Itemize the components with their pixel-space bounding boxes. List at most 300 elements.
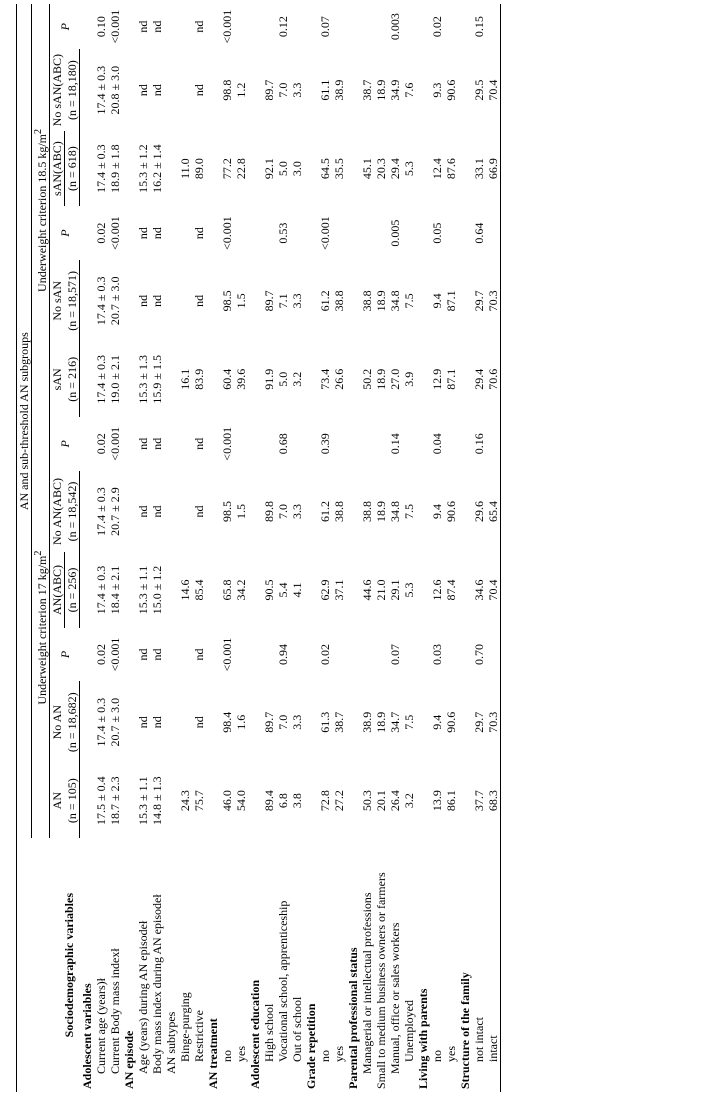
column-n: (n = 105) bbox=[65, 763, 80, 838]
table-cell bbox=[206, 763, 220, 838]
table-cell: 9.4 bbox=[429, 504, 444, 520]
column-n: (n = 18,542) bbox=[65, 471, 80, 553]
table-cell: 29.7 bbox=[471, 711, 486, 733]
table-cell: 70.4 bbox=[486, 49, 501, 131]
table-cell: 38.9 bbox=[359, 711, 374, 733]
table-cell bbox=[80, 763, 94, 838]
table-row bbox=[94, 4, 108, 1092]
table-cell bbox=[444, 4, 458, 49]
table-cell bbox=[122, 131, 136, 206]
table-cell bbox=[206, 260, 220, 342]
table-cell bbox=[360, 417, 374, 471]
table-cell bbox=[304, 206, 318, 260]
table-cell: 38.8 bbox=[331, 501, 346, 523]
table-cell: nd bbox=[135, 437, 150, 450]
column-n: (n = 18,571) bbox=[65, 260, 80, 342]
table-cell: nd bbox=[191, 716, 206, 729]
table-cell: 7.5 bbox=[401, 293, 416, 309]
table-cell: 0.03 bbox=[429, 643, 444, 665]
table-cell bbox=[402, 417, 416, 471]
table-cell: 17.4 ± 0.3 bbox=[93, 144, 108, 193]
column-header: No sAN bbox=[50, 281, 65, 321]
table-cell: nd bbox=[191, 84, 206, 97]
table-cell: nd bbox=[191, 505, 206, 518]
table-cell: 15.0 ± 1.2 bbox=[149, 565, 164, 615]
table-cell bbox=[304, 4, 318, 49]
table-row bbox=[360, 4, 374, 1092]
column-n: (n = 18,682) bbox=[65, 681, 80, 763]
table-cell: 0.10 bbox=[93, 16, 108, 38]
table-cell: <0.001 bbox=[219, 637, 234, 672]
table-cell: nd bbox=[149, 294, 164, 307]
table-cell: 17.4 ± 0.3 bbox=[93, 65, 108, 115]
table-cell: 70.3 bbox=[486, 681, 501, 763]
table-cell bbox=[80, 471, 94, 553]
section-row bbox=[122, 4, 136, 1092]
table-cell: nd bbox=[149, 437, 164, 450]
table-cell: 15.3 ± 1.2 bbox=[135, 144, 150, 193]
table-cell: 0.02 bbox=[429, 16, 444, 38]
row-label: High school bbox=[261, 1003, 276, 1062]
row-label: not intact bbox=[471, 1017, 486, 1062]
table-cell: 17.4 ± 0.3 bbox=[93, 565, 108, 615]
row-label: intact bbox=[486, 838, 501, 1092]
table-cell: 7.5 bbox=[401, 714, 416, 730]
table-cell: 15.9 ± 1.5 bbox=[149, 355, 164, 404]
section-row bbox=[80, 4, 94, 1092]
table-cell bbox=[444, 417, 458, 471]
table-cell: 0.39 bbox=[317, 433, 332, 455]
table-cell: nd bbox=[135, 227, 150, 240]
table-cell: 54.0 bbox=[233, 790, 248, 812]
row-label: Binge-purging bbox=[177, 992, 192, 1062]
table-cell: 39.6 bbox=[233, 368, 248, 390]
table-cell bbox=[164, 681, 178, 763]
table-cell: 38.7 bbox=[331, 711, 346, 733]
table-cell: 7.1 bbox=[275, 293, 290, 309]
table-cell: 12.9 bbox=[429, 368, 444, 390]
table-cell bbox=[346, 49, 360, 131]
table-cell: 7.0 bbox=[275, 714, 290, 730]
table-cell: nd bbox=[191, 20, 206, 33]
table-cell bbox=[234, 4, 248, 49]
table-cell bbox=[234, 206, 248, 260]
table-cell: 46.0 bbox=[219, 790, 234, 812]
table-cell: 0.02 bbox=[317, 643, 332, 665]
table-cell: 5.3 bbox=[401, 161, 416, 177]
table-cell bbox=[122, 260, 136, 342]
table-cell bbox=[346, 131, 360, 206]
row-label: Body mass index during AN episodeł bbox=[149, 894, 164, 1074]
table-cell bbox=[332, 417, 346, 471]
table-cell bbox=[80, 206, 94, 260]
table-cell: <0.001 bbox=[219, 426, 234, 461]
table-cell bbox=[304, 628, 318, 682]
table-cell: 12.6 bbox=[429, 579, 444, 601]
table-cell: 18.9 ± 1.8 bbox=[107, 144, 122, 193]
table-cell bbox=[374, 4, 388, 49]
table-cell bbox=[122, 628, 136, 682]
row-label: AN episode bbox=[121, 1030, 136, 1089]
table-cell bbox=[416, 471, 430, 553]
table-cell: 0.04 bbox=[429, 433, 444, 455]
table-cell: 0.14 bbox=[387, 433, 402, 455]
table-cell bbox=[248, 260, 262, 342]
table-cell: 3.3 bbox=[289, 504, 304, 520]
table-cell: 18.7 ± 2.3 bbox=[107, 776, 122, 825]
section-row bbox=[304, 4, 318, 1092]
table-row bbox=[220, 4, 234, 1092]
group-header: AN and sub-threshold AN subgroups bbox=[17, 4, 32, 838]
table-row bbox=[108, 4, 122, 1092]
table-cell bbox=[206, 4, 220, 49]
table-cell bbox=[164, 471, 178, 553]
table-cell: 34.8 bbox=[387, 501, 402, 523]
table-cell bbox=[122, 763, 136, 838]
table-cell bbox=[80, 628, 94, 682]
row-label: Adolescent variables bbox=[79, 983, 94, 1089]
table-cell bbox=[346, 260, 360, 342]
row-label: yes bbox=[443, 1046, 458, 1062]
table-cell: 29.7 bbox=[471, 290, 486, 312]
table-cell: 38.8 bbox=[331, 290, 346, 312]
table-cell: 29.4 bbox=[387, 158, 402, 180]
table-cell bbox=[262, 4, 276, 49]
section-row bbox=[346, 4, 360, 1092]
table-cell: 64.5 bbox=[317, 158, 332, 180]
table-cell bbox=[164, 628, 178, 682]
table-cell: nd bbox=[135, 20, 150, 33]
section-row bbox=[458, 4, 472, 1092]
table-cell: 38.8 bbox=[359, 501, 374, 523]
table-cell: 11.0 bbox=[177, 158, 192, 179]
row-label: no bbox=[219, 1050, 234, 1062]
column-header: sAN(ABC) bbox=[50, 131, 65, 206]
table-cell: 0.53 bbox=[275, 222, 290, 244]
table-row bbox=[388, 4, 402, 1092]
table-cell bbox=[248, 763, 262, 838]
table-cell bbox=[416, 628, 430, 682]
table-row bbox=[402, 4, 416, 1092]
table-cell bbox=[304, 260, 318, 342]
table-row bbox=[472, 4, 486, 1092]
table-cell: 0.16 bbox=[471, 433, 486, 455]
table-cell bbox=[206, 206, 220, 260]
table-cell bbox=[178, 681, 192, 763]
table-cell bbox=[332, 4, 346, 49]
table-cell: 87.1 bbox=[443, 290, 458, 312]
table-cell bbox=[178, 206, 192, 260]
table-cell: 34.2 bbox=[233, 579, 248, 601]
table-cell bbox=[458, 763, 472, 838]
table-cell: 90.6 bbox=[443, 501, 458, 523]
table-cell: 33.1 bbox=[471, 158, 486, 180]
table-cell bbox=[346, 206, 360, 260]
table-cell: 5.3 bbox=[401, 582, 416, 598]
table-cell bbox=[458, 417, 472, 471]
table-cell: 38.8 bbox=[359, 290, 374, 312]
row-label: no bbox=[429, 1050, 444, 1062]
table-cell bbox=[346, 628, 360, 682]
table-cell: 45.1 bbox=[359, 158, 374, 180]
table-cell: 34.9 bbox=[387, 79, 402, 101]
table-cell: <0.001 bbox=[219, 9, 234, 44]
table-cell: nd bbox=[135, 648, 150, 661]
table-cell: 90.6 bbox=[443, 79, 458, 101]
row-label: Parental professional status bbox=[345, 947, 360, 1089]
table-cell: 86.1 bbox=[443, 790, 458, 812]
table-cell bbox=[346, 417, 360, 471]
column-n: (n = 256) bbox=[65, 552, 80, 627]
table-cell: 87.6 bbox=[443, 158, 458, 180]
row-label: Vocational school, apprenticeship bbox=[275, 900, 290, 1062]
table-cell: nd bbox=[191, 648, 206, 661]
row-label: Adolescent education bbox=[247, 980, 262, 1089]
row-label: Structure of the family bbox=[457, 972, 472, 1089]
table-cell bbox=[346, 471, 360, 553]
table-cell bbox=[486, 4, 501, 49]
table-cell: nd bbox=[135, 505, 150, 518]
table-row bbox=[430, 4, 444, 1092]
table-cell bbox=[178, 4, 192, 49]
table-cell: 98.5 bbox=[219, 501, 234, 523]
criterion-17-header: Underweight criterion 17 $kg/m^2$ bbox=[32, 417, 50, 838]
table-cell: 20.7 ± 3.0 bbox=[107, 697, 122, 747]
table-cell bbox=[80, 260, 94, 342]
table-cell: 3.8 bbox=[289, 793, 304, 809]
table-cell: 89.7 bbox=[261, 711, 276, 733]
table-cell: 0.12 bbox=[275, 16, 290, 38]
table-cell: <0.001 bbox=[317, 216, 332, 250]
column-header: sAN bbox=[50, 368, 65, 391]
table-cell bbox=[304, 763, 318, 838]
table-cell bbox=[486, 206, 501, 260]
table-cell bbox=[304, 342, 318, 417]
table-cell: 0.02 bbox=[93, 643, 108, 665]
table-cell bbox=[122, 206, 136, 260]
table-cell: <0.001 bbox=[219, 216, 234, 250]
table-cell bbox=[164, 131, 178, 206]
table-cell bbox=[206, 681, 220, 763]
table-cell: 60.4 bbox=[219, 368, 234, 390]
table-cell bbox=[290, 417, 304, 471]
table-cell: 1.6 bbox=[233, 714, 248, 730]
table-cell: 17.4 ± 0.3 bbox=[93, 276, 108, 326]
table-cell: 77.2 bbox=[219, 158, 234, 180]
table-cell: 29.4 bbox=[471, 368, 486, 390]
table-cell: 21.0 bbox=[373, 579, 388, 601]
table-cell bbox=[122, 681, 136, 763]
table-cell: nd bbox=[135, 84, 150, 97]
table-row bbox=[290, 4, 304, 1092]
table-cell bbox=[304, 681, 318, 763]
table-cell bbox=[290, 206, 304, 260]
table-cell: 50.2 bbox=[359, 368, 374, 390]
table-cell: 24.3 bbox=[177, 790, 192, 812]
table-cell bbox=[416, 49, 430, 131]
table-cell: 89.8 bbox=[261, 501, 276, 523]
table-cell: 68.3 bbox=[486, 763, 501, 838]
table-cell: nd bbox=[149, 227, 164, 240]
row-label: yes bbox=[233, 1046, 248, 1062]
table-cell bbox=[164, 49, 178, 131]
table-row bbox=[164, 4, 178, 1092]
table-cell: <0.001 bbox=[107, 9, 122, 44]
table-cell bbox=[248, 49, 262, 131]
table-cell: 70.3 bbox=[486, 260, 501, 342]
table-cell bbox=[332, 628, 346, 682]
table-cell: <0.001 bbox=[107, 637, 122, 672]
table-cell bbox=[304, 417, 318, 471]
table-cell bbox=[80, 681, 94, 763]
table-cell bbox=[346, 552, 360, 627]
table-cell: 16.2 ± 1.4 bbox=[149, 144, 164, 193]
table-cell bbox=[458, 49, 472, 131]
table-cell: 3.3 bbox=[289, 82, 304, 98]
table-cell bbox=[416, 206, 430, 260]
table-cell bbox=[402, 4, 416, 49]
table-cell: 0.05 bbox=[429, 222, 444, 244]
table-cell: 61.2 bbox=[317, 290, 332, 312]
table-cell bbox=[248, 4, 262, 49]
table-cell bbox=[262, 206, 276, 260]
table-cell: 66.9 bbox=[486, 131, 501, 206]
table-cell: 1.2 bbox=[233, 82, 248, 98]
table-cell: 27.2 bbox=[331, 790, 346, 812]
table-cell: 65.8 bbox=[219, 579, 234, 601]
table-cell: 34.7 bbox=[387, 711, 402, 733]
table-cell: 70.6 bbox=[486, 342, 501, 417]
table-row bbox=[192, 4, 206, 1092]
table-cell bbox=[360, 206, 374, 260]
table-row bbox=[178, 4, 192, 1092]
table-cell bbox=[304, 552, 318, 627]
table-cell: 9.4 bbox=[429, 293, 444, 309]
table-cell: 0.02 bbox=[93, 433, 108, 455]
table-cell: 0.005 bbox=[387, 219, 402, 247]
table-cell bbox=[248, 552, 262, 627]
table-cell: 50.3 bbox=[359, 790, 374, 812]
section-row bbox=[206, 4, 220, 1092]
table-cell: 35.5 bbox=[331, 158, 346, 180]
row-label: Current age (years)ł bbox=[93, 978, 108, 1074]
table-cell bbox=[178, 628, 192, 682]
row-label: Small to medium business owners or farmers bbox=[373, 872, 388, 1089]
table-cell: 0.15 bbox=[471, 16, 486, 38]
table-cell bbox=[206, 49, 220, 131]
table-cell bbox=[122, 417, 136, 471]
table-cell: 87.1 bbox=[443, 368, 458, 390]
table-cell: 0.07 bbox=[387, 643, 402, 665]
column-header: P bbox=[57, 229, 72, 237]
table-row bbox=[234, 4, 248, 1092]
table-cell: nd bbox=[149, 505, 164, 518]
table-cell bbox=[304, 49, 318, 131]
table-cell: 3.3 bbox=[289, 714, 304, 730]
table-cell bbox=[248, 417, 262, 471]
table-cell bbox=[80, 131, 94, 206]
table-cell bbox=[164, 4, 178, 49]
column-header: P bbox=[57, 22, 72, 31]
table-cell: 0.94 bbox=[275, 643, 290, 665]
row-label: Restrictive bbox=[191, 1010, 206, 1062]
row-label: yes bbox=[331, 1046, 346, 1062]
column-header: AN(ABC) bbox=[50, 552, 65, 627]
column-n: (n = 18,180) bbox=[65, 49, 80, 131]
table-cell: 44.6 bbox=[359, 579, 374, 601]
table-cell: 15.3 ± 1.1 bbox=[135, 776, 150, 825]
table-cell bbox=[416, 342, 430, 417]
table-cell: 7.0 bbox=[275, 504, 290, 520]
row-label: Out of school bbox=[289, 996, 304, 1062]
table-cell: 18.9 bbox=[373, 501, 388, 523]
table-cell: 75.7 bbox=[191, 790, 206, 812]
table-cell: 0.07 bbox=[317, 16, 332, 38]
table-cell bbox=[206, 131, 220, 206]
table-cell: 14.6 bbox=[177, 579, 192, 601]
results-table bbox=[16, 4, 501, 1092]
table-cell bbox=[346, 681, 360, 763]
column-n: (n = 618) bbox=[65, 131, 80, 206]
table-cell bbox=[164, 552, 178, 627]
row-label: Living with parents bbox=[415, 988, 430, 1089]
table-cell bbox=[206, 628, 220, 682]
table-cell: 61.1 bbox=[317, 79, 332, 101]
column-header: P bbox=[57, 440, 72, 448]
table-cell: 20.3 bbox=[373, 158, 388, 180]
column-header: P bbox=[57, 650, 72, 659]
table-cell bbox=[374, 206, 388, 260]
row-label: no bbox=[317, 1050, 332, 1062]
table-cell: nd bbox=[135, 716, 150, 729]
table-cell: 6.8 bbox=[275, 793, 290, 809]
table-cell: 98.4 bbox=[219, 711, 234, 733]
table-cell bbox=[458, 681, 472, 763]
table-cell bbox=[80, 4, 94, 49]
table-cell: 14.8 ± 1.3 bbox=[149, 776, 164, 825]
table-cell bbox=[416, 417, 430, 471]
table-cell: 18.9 bbox=[373, 368, 388, 390]
table-cell: 13.9 bbox=[429, 790, 444, 812]
table-cell bbox=[122, 4, 136, 49]
table-cell: 72.8 bbox=[317, 790, 332, 812]
table-cell bbox=[122, 342, 136, 417]
table-cell bbox=[80, 552, 94, 627]
table-cell: 3.3 bbox=[289, 293, 304, 309]
row-label: AN treatment bbox=[205, 1018, 220, 1089]
table-cell: 18.9 bbox=[373, 290, 388, 312]
table-cell: 26.4 bbox=[387, 790, 402, 812]
table-row bbox=[332, 4, 346, 1092]
table-cell bbox=[458, 628, 472, 682]
table-cell bbox=[458, 4, 472, 49]
table-cell bbox=[248, 471, 262, 553]
section-row bbox=[416, 4, 430, 1092]
table-cell bbox=[458, 552, 472, 627]
table-cell bbox=[164, 260, 178, 342]
table-cell: 85.4 bbox=[191, 579, 206, 601]
table-cell bbox=[164, 206, 178, 260]
table-cell: 18.4 ± 2.1 bbox=[107, 565, 122, 615]
table-cell bbox=[80, 49, 94, 131]
table-cell: 90.5 bbox=[261, 579, 276, 601]
column-header: No AN bbox=[50, 705, 65, 740]
table-cell: nd bbox=[191, 437, 206, 450]
criterion-18-5-header: Underweight criterion 18.5 $kg/m^2$ bbox=[32, 4, 50, 417]
table-cell bbox=[458, 260, 472, 342]
table-cell: 3.0 bbox=[289, 161, 304, 177]
table-cell bbox=[486, 417, 501, 471]
